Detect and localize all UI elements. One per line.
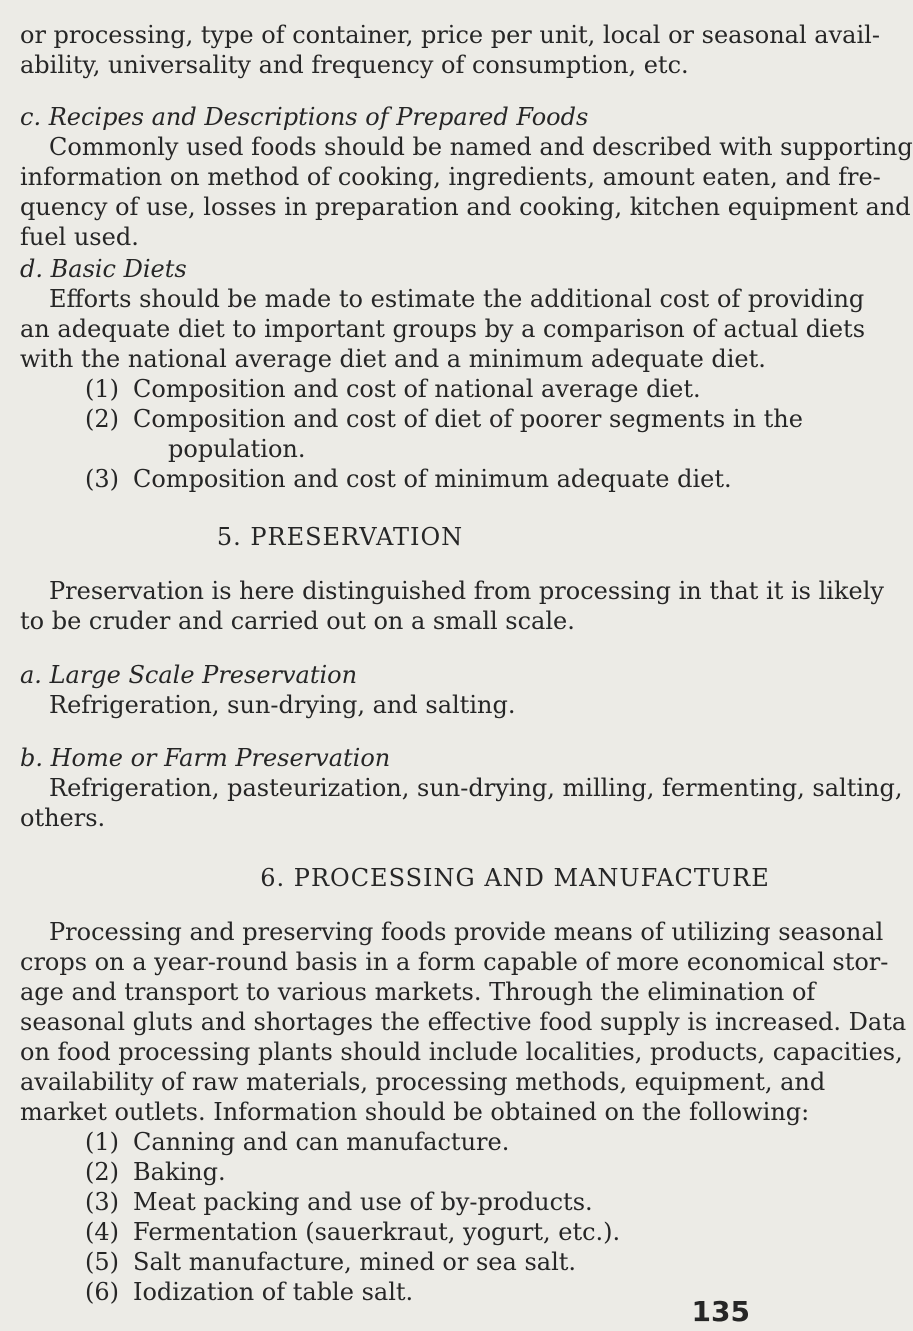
item-number: (1): [85, 1128, 119, 1156]
section-5-heading: [0, 522, 680, 552]
item-continuation: population.: [168, 435, 306, 463]
section-6-line-4: seasonal gluts and shortages the effective food supply is increased. Data: [20, 1008, 907, 1036]
item-text: Meat packing and use of by-products.: [133, 1188, 593, 1216]
section-d-line-1: Efforts should be made to estimate the additional cost of providing: [49, 285, 865, 313]
section-5b-line-2: others.: [20, 804, 106, 832]
section-d-line-3: with the national average diet and a minimum adequate diet.: [20, 345, 766, 373]
item-number: (2): [85, 405, 119, 433]
section-6-heading-text: 6. PROCESSING AND MANUFACTURE: [260, 864, 770, 892]
section-c-line-1: Commonly used foods should be named and described with supporting: [49, 133, 913, 161]
item-text: Salt manufacture, mined or sea salt.: [133, 1248, 577, 1276]
section-5-line-2: to be cruder and carried out on a small scale.: [20, 607, 575, 635]
section-d-heading: d. Basic Diets: [20, 255, 187, 283]
intro-line-2: ability, universality and frequency of consumption, etc.: [20, 51, 689, 79]
item-number: (6): [85, 1278, 119, 1306]
section-6-heading: [230, 863, 800, 893]
section-c-heading: c. Recipes and Descriptions of Prepared Foods: [20, 103, 589, 131]
item-text: Baking.: [133, 1158, 226, 1186]
item-number: (3): [85, 465, 119, 493]
item-text: Fermentation (sauerkraut, yogurt, etc.).: [133, 1218, 621, 1246]
item-text: Canning and can manufacture.: [133, 1128, 510, 1156]
item-text: Composition and cost of diet of poorer segments in the: [133, 405, 803, 433]
section-5-heading-text: 5. PRESERVATION: [216, 523, 464, 551]
section-5a-text: Refrigeration, sun-drying, and salting.: [49, 691, 516, 719]
section-6-line-7: market outlets. Information should be obtained on the following:: [20, 1098, 810, 1126]
section-c-line-4: fuel used.: [20, 223, 139, 251]
section-6-line-6: availability of raw materials, processing methods, equipment, and: [20, 1068, 826, 1096]
item-number: (1): [85, 375, 119, 403]
section-d-line-2: an adequate diet to important groups by a comparison of actual diets: [20, 315, 866, 343]
section-6-line-3: age and transport to various markets. Through the elimination of: [20, 978, 816, 1006]
item-number: (4): [85, 1218, 119, 1246]
section-6-line-5: on food processing plants should include localities, products, capacities,: [20, 1038, 903, 1066]
item-text: Iodization of table salt.: [133, 1278, 414, 1306]
intro-line-1: or processing, type of container, price per unit, local or seasonal avail-: [20, 21, 880, 49]
section-c-line-2: information on method of cooking, ingredients, amount eaten, and fre-: [20, 163, 881, 191]
section-6-line-1: Processing and preserving foods provide means of utilizing seasonal: [49, 918, 884, 946]
section-5a-heading: a. Large Scale Preservation: [20, 661, 358, 689]
section-5b-heading: b. Home or Farm Preservation: [20, 744, 391, 772]
section-6-line-2: crops on a year-round basis in a form capable of more economical stor-: [20, 948, 889, 976]
section-5-line-1: Preservation is here distinguished from processing in that it is likely: [49, 577, 884, 605]
item-number: (2): [85, 1158, 119, 1186]
section-c-line-3: quency of use, losses in preparation and cooking, kitchen equipment and: [20, 193, 911, 221]
page-number: 135: [691, 1295, 750, 1328]
item-number: (3): [85, 1188, 119, 1216]
section-5b-line-1: Refrigeration, pasteurization, sun-drying, milling, fermenting, salting,: [49, 774, 903, 802]
item-text: Composition and cost of national average diet.: [133, 375, 701, 403]
item-text: Composition and cost of minimum adequate diet.: [133, 465, 732, 493]
item-number: (5): [85, 1248, 119, 1276]
